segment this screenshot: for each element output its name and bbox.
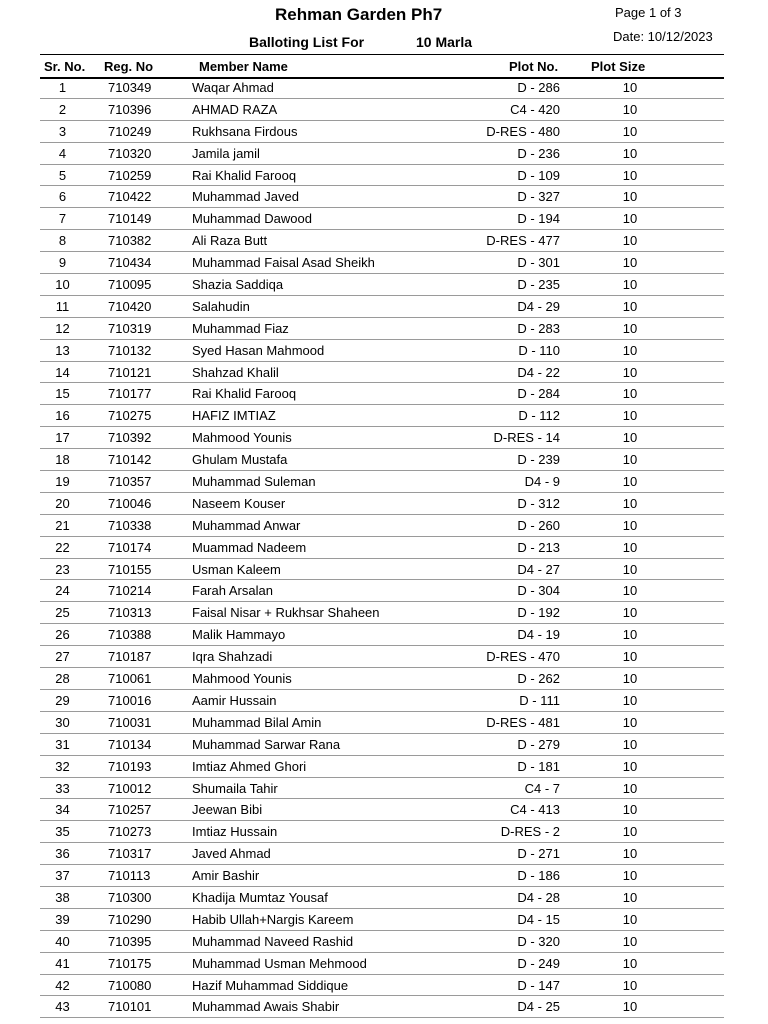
cell-sr: 22 (55, 539, 70, 555)
cell-size: 10 (622, 452, 638, 468)
table-row (40, 340, 724, 362)
cell-reg: 710249 (108, 123, 152, 139)
cell-sr: 18 (55, 452, 70, 468)
cell-size: 10 (622, 320, 638, 336)
cell-plot: D - 249 (517, 955, 560, 971)
cell-sr: 36 (55, 846, 70, 862)
cell-plot: D4 - 27 (517, 561, 560, 577)
cell-sr: 17 (55, 430, 70, 446)
cell-sr: 7 (58, 211, 67, 227)
cell-reg: 710149 (108, 211, 152, 227)
cell-reg: 710357 (108, 474, 152, 490)
cell-size: 10 (622, 211, 638, 227)
cell-name: Salahudin (192, 298, 250, 314)
cell-name: Shahzad Khalil (192, 364, 279, 380)
cell-plot: C4 - 413 (510, 802, 560, 818)
cell-reg: 710395 (108, 933, 152, 949)
cell-plot: D4 - 29 (517, 298, 560, 314)
cell-plot: D - 236 (517, 145, 560, 161)
cell-plot: D - 284 (517, 386, 560, 402)
cell-sr: 11 (55, 298, 70, 314)
cell-plot: D4 - 19 (517, 627, 560, 643)
table-row (40, 602, 724, 624)
cell-plot: D4 - 25 (517, 999, 560, 1015)
cell-reg: 710434 (108, 255, 152, 271)
cell-reg: 710155 (108, 561, 152, 577)
cell-sr: 8 (58, 233, 67, 249)
cell-sr: 15 (55, 386, 70, 402)
cell-size: 10 (622, 605, 638, 621)
cell-plot: D - 111 (519, 692, 560, 708)
column-header-size: Plot Size (591, 59, 646, 74)
table-row (40, 953, 724, 975)
list-subtitle: Balloting List For (249, 34, 365, 50)
cell-sr: 23 (55, 561, 70, 577)
table-row (40, 383, 724, 405)
cell-name: Farah Arsalan (192, 583, 273, 599)
cell-reg: 710142 (108, 452, 152, 468)
cell-size: 10 (622, 189, 638, 205)
cell-name: Rai Khalid Farooq (192, 386, 297, 402)
cell-plot: D - 213 (517, 539, 560, 555)
table-row (40, 756, 724, 778)
cell-reg: 710174 (108, 539, 152, 555)
cell-name: Muhammad Javed (192, 189, 299, 205)
cell-sr: 41 (55, 955, 70, 971)
cell-plot: D-RES - 2 (500, 824, 560, 840)
cell-sr: 40 (55, 933, 70, 949)
cell-plot: D - 260 (517, 517, 560, 533)
table-row (40, 559, 724, 581)
cell-name: Shazia Saddiqa (192, 277, 284, 293)
cell-sr: 5 (58, 167, 67, 183)
cell-plot: C4 - 7 (524, 780, 560, 796)
cell-plot: D - 110 (518, 342, 560, 358)
cell-sr: 25 (55, 605, 70, 621)
cell-sr: 14 (55, 364, 70, 380)
cell-size: 10 (622, 495, 638, 511)
cell-size: 10 (622, 977, 638, 993)
cell-reg: 710317 (108, 846, 152, 862)
cell-name: Muhammad Fiaz (192, 320, 289, 336)
cell-size: 10 (622, 430, 638, 446)
table-row (40, 843, 724, 865)
cell-reg: 710187 (108, 649, 152, 665)
cell-reg: 710095 (108, 277, 152, 293)
cell-reg: 710338 (108, 517, 152, 533)
cell-sr: 31 (55, 736, 70, 752)
cell-size: 10 (622, 517, 638, 533)
cell-size: 10 (622, 671, 638, 687)
cell-size: 10 (622, 999, 638, 1015)
cell-sr: 34 (55, 802, 70, 818)
column-header-reg: Reg. No (104, 59, 154, 74)
cell-sr: 42 (55, 977, 70, 993)
cell-sr: 29 (55, 692, 70, 708)
cell-reg: 710422 (108, 189, 152, 205)
cell-name: Rukhsana Firdous (192, 123, 298, 139)
cell-size: 10 (622, 583, 638, 599)
cell-plot: D - 271 (517, 846, 560, 862)
table-row (40, 778, 724, 800)
table-row (40, 208, 724, 230)
table-row (40, 624, 724, 646)
cell-reg: 710313 (108, 605, 152, 621)
cell-size: 10 (622, 692, 638, 708)
cell-size: 10 (622, 627, 638, 643)
cell-plot: D-RES - 480 (486, 123, 560, 139)
cell-size: 10 (622, 933, 638, 949)
cell-size: 10 (622, 846, 638, 862)
cell-name: Naseem Kouser (192, 495, 286, 511)
cell-name: Imtiaz Ahmed Ghori (192, 758, 307, 774)
cell-name: Jamila jamil (192, 145, 260, 161)
cell-size: 10 (622, 758, 638, 774)
cell-name: Ali Raza Butt (192, 233, 268, 249)
table-row (40, 887, 724, 909)
cell-reg: 710388 (108, 627, 152, 643)
cell-sr: 30 (55, 714, 70, 730)
cell-plot: D4 - 22 (517, 364, 560, 380)
column-header-name: Member Name (199, 59, 288, 74)
cell-name: Shumaila Tahir (192, 780, 278, 796)
document-date: Date: 10/12/2023 (613, 29, 713, 44)
cell-size: 10 (622, 386, 638, 402)
table-row (40, 668, 724, 690)
cell-plot: D - 283 (517, 320, 560, 336)
cell-name: Aamir Hussain (192, 692, 277, 708)
table-row (40, 405, 724, 427)
cell-size: 10 (622, 736, 638, 752)
cell-sr: 26 (55, 627, 70, 643)
cell-name: Waqar Ahmad (192, 80, 274, 95)
table-row (40, 121, 724, 143)
cell-name: Muhammad Faisal Asad Sheikh (192, 255, 375, 271)
cell-size: 10 (622, 80, 638, 95)
cell-name: Muhammad Anwar (192, 517, 301, 533)
cell-plot: D - 301 (517, 255, 560, 271)
cell-plot: C4 - 420 (510, 101, 560, 117)
cell-name: Malik Hammayo (192, 627, 286, 643)
cell-name: Mahmood Younis (192, 430, 292, 446)
cell-name: Imtiaz Hussain (192, 824, 278, 840)
cell-size: 10 (622, 277, 638, 293)
cell-reg: 710101 (108, 999, 152, 1015)
cell-reg: 710046 (108, 495, 152, 511)
cell-reg: 710175 (108, 955, 152, 971)
cell-reg: 710259 (108, 167, 152, 183)
table-row (40, 493, 724, 515)
cell-size: 10 (622, 298, 638, 314)
table-row (40, 449, 724, 471)
table-row (40, 252, 724, 274)
cell-reg: 710396 (108, 101, 152, 117)
cell-sr: 6 (58, 189, 67, 205)
cell-size: 10 (622, 167, 638, 183)
table-row (40, 99, 724, 121)
cell-plot: D-RES - 481 (486, 714, 560, 730)
cell-reg: 710300 (108, 889, 152, 905)
table-row (40, 931, 724, 953)
table-row (40, 734, 724, 756)
cell-name: Muammad Nadeem (192, 539, 307, 555)
cell-reg: 710193 (108, 758, 152, 774)
table-row (40, 165, 724, 187)
cell-plot: D-RES - 477 (486, 233, 560, 249)
table-header (40, 54, 724, 79)
column-header-sr: Sr. No. (44, 59, 86, 74)
cell-size: 10 (622, 802, 638, 818)
cell-sr: 28 (55, 671, 70, 687)
cell-size: 10 (622, 255, 638, 271)
cell-name: Faisal Nisar + Rukhsar Shaheen (192, 605, 380, 621)
document-title: Rehman Garden Ph7 (275, 5, 443, 24)
table-row (40, 799, 724, 821)
cell-name: Javed Ahmad (192, 846, 271, 862)
cell-sr: 37 (55, 868, 70, 884)
cell-reg: 710214 (108, 583, 152, 599)
table-row (40, 580, 724, 602)
cell-size: 10 (622, 123, 638, 139)
cell-plot: D - 192 (517, 605, 560, 621)
cell-name: Mahmood Younis (192, 671, 292, 687)
cell-name: Rai Khalid Farooq (192, 167, 297, 183)
table-row (40, 909, 724, 931)
page-number: Page 1 of 3 (615, 5, 682, 20)
cell-sr: 16 (55, 408, 70, 424)
cell-reg: 710113 (108, 868, 151, 884)
cell-sr: 10 (55, 277, 70, 293)
cell-size: 10 (622, 539, 638, 555)
cell-name: Khadija Mumtaz Yousaf (192, 889, 328, 905)
cell-name: Iqra Shahzadi (192, 649, 273, 665)
cell-name: Habib Ullah+Nargis Kareem (192, 911, 354, 927)
cell-plot: D - 327 (517, 189, 560, 205)
cell-reg: 710177 (108, 386, 152, 402)
cell-size: 10 (622, 911, 638, 927)
cell-plot: D-RES - 470 (486, 649, 560, 665)
cell-sr: 13 (55, 342, 70, 358)
cell-size: 10 (622, 649, 638, 665)
cell-plot: D-RES - 14 (493, 430, 560, 446)
cell-reg: 710061 (108, 671, 152, 687)
cell-name: Amir Bashir (192, 868, 260, 884)
cell-size: 10 (622, 780, 638, 796)
cell-plot: D - 181 (517, 758, 560, 774)
table-row (40, 975, 724, 997)
cell-size: 10 (622, 364, 638, 380)
cell-reg: 710290 (108, 911, 152, 927)
cell-reg: 710349 (108, 80, 152, 95)
column-header-plot: Plot No. (509, 59, 559, 74)
table-row (40, 865, 724, 887)
table-row (40, 143, 724, 165)
cell-sr: 4 (58, 145, 67, 161)
cell-name: Muhammad Suleman (192, 474, 316, 490)
cell-sr: 9 (58, 255, 67, 271)
cell-reg: 710319 (108, 320, 152, 336)
table-row (40, 186, 724, 208)
cell-size: 10 (622, 145, 638, 161)
cell-name: Muhammad Bilal Amin (192, 714, 322, 730)
cell-plot: D - 279 (517, 736, 560, 752)
cell-size: 10 (622, 474, 638, 490)
cell-sr: 20 (55, 495, 70, 511)
cell-name: Syed Hasan Mahmood (192, 342, 325, 358)
cell-reg: 710012 (108, 780, 152, 796)
cell-sr: 32 (55, 758, 70, 774)
cell-plot: D4 - 15 (517, 911, 560, 927)
table-body (40, 77, 724, 1018)
cell-size: 10 (622, 233, 638, 249)
cell-plot: D - 262 (517, 671, 560, 687)
cell-name: Hazif Muhammad Siddique (192, 977, 349, 993)
cell-size: 10 (622, 101, 638, 117)
cell-reg: 710031 (108, 714, 152, 730)
cell-sr: 12 (55, 320, 70, 336)
cell-plot: D - 109 (517, 167, 560, 183)
cell-reg: 710121 (108, 364, 152, 380)
cell-reg: 710275 (108, 408, 152, 424)
table-row (40, 230, 724, 252)
cell-sr: 3 (58, 123, 67, 139)
cell-sr: 39 (55, 911, 70, 927)
cell-reg: 710080 (108, 977, 152, 993)
cell-name: Jeewan Bibi (192, 802, 263, 818)
cell-plot: D4 - 28 (517, 889, 560, 905)
cell-plot: D - 320 (517, 933, 560, 949)
table-row (40, 77, 724, 99)
cell-reg: 710382 (108, 233, 152, 249)
cell-size: 10 (622, 889, 638, 905)
cell-name: AHMAD RAZA (192, 101, 278, 117)
cell-plot: D4 - 9 (524, 474, 560, 490)
cell-plot: D - 147 (517, 977, 560, 993)
cell-sr: 19 (55, 474, 70, 490)
table-row (40, 646, 724, 668)
cell-reg: 710134 (108, 736, 152, 752)
table-row (40, 362, 724, 384)
cell-sr: 2 (58, 101, 67, 117)
cell-reg: 710392 (108, 430, 152, 446)
cell-size: 10 (622, 714, 638, 730)
cell-plot: D - 112 (518, 408, 560, 424)
cell-name: Ghulam Mustafa (192, 452, 288, 468)
cell-sr: 43 (55, 999, 70, 1015)
table-row (40, 537, 724, 559)
cell-name: Muhammad Usman Mehmood (192, 955, 367, 971)
cell-plot: D - 239 (517, 452, 560, 468)
cell-name: Muhammad Sarwar Rana (192, 736, 341, 752)
cell-plot: D - 286 (517, 80, 560, 95)
cell-sr: 21 (55, 517, 70, 533)
cell-plot: D - 186 (517, 868, 560, 884)
cell-plot: D - 235 (517, 277, 560, 293)
cell-sr: 27 (55, 649, 70, 665)
cell-reg: 710320 (108, 145, 152, 161)
table-row (40, 712, 724, 734)
cell-size: 10 (622, 824, 638, 840)
cell-size: 10 (622, 342, 638, 358)
cell-reg: 710273 (108, 824, 152, 840)
table-row (40, 515, 724, 537)
cell-size: 10 (622, 561, 638, 577)
cell-name: Muhammad Awais Shabir (192, 999, 340, 1015)
cell-size: 10 (622, 868, 638, 884)
cell-sr: 35 (55, 824, 70, 840)
cell-plot: D - 194 (517, 211, 560, 227)
table-row (40, 471, 724, 493)
cell-size: 10 (622, 955, 638, 971)
cell-plot: D - 304 (517, 583, 560, 599)
table-row (40, 318, 724, 340)
cell-sr: 38 (55, 889, 70, 905)
cell-size: 10 (622, 408, 638, 424)
table-row (40, 690, 724, 712)
cell-reg: 710420 (108, 298, 152, 314)
cell-sr: 33 (55, 780, 70, 796)
cell-plot: D - 312 (517, 495, 560, 511)
cell-reg: 710257 (108, 802, 152, 818)
table-row (40, 996, 724, 1018)
table-row (40, 821, 724, 843)
cell-name: HAFIZ IMTIAZ (192, 408, 276, 424)
cell-sr: 1 (58, 80, 67, 95)
cell-sr: 24 (55, 583, 70, 599)
cell-name: Muhammad Dawood (192, 211, 312, 227)
plot-category: 10 Marla (416, 34, 473, 50)
cell-reg: 710132 (108, 342, 152, 358)
table-row (40, 296, 724, 318)
table-row (40, 427, 724, 449)
cell-name: Muhammad Naveed Rashid (192, 933, 354, 949)
table-row (40, 274, 724, 296)
cell-reg: 710016 (108, 692, 152, 708)
cell-name: Usman Kaleem (192, 561, 281, 577)
